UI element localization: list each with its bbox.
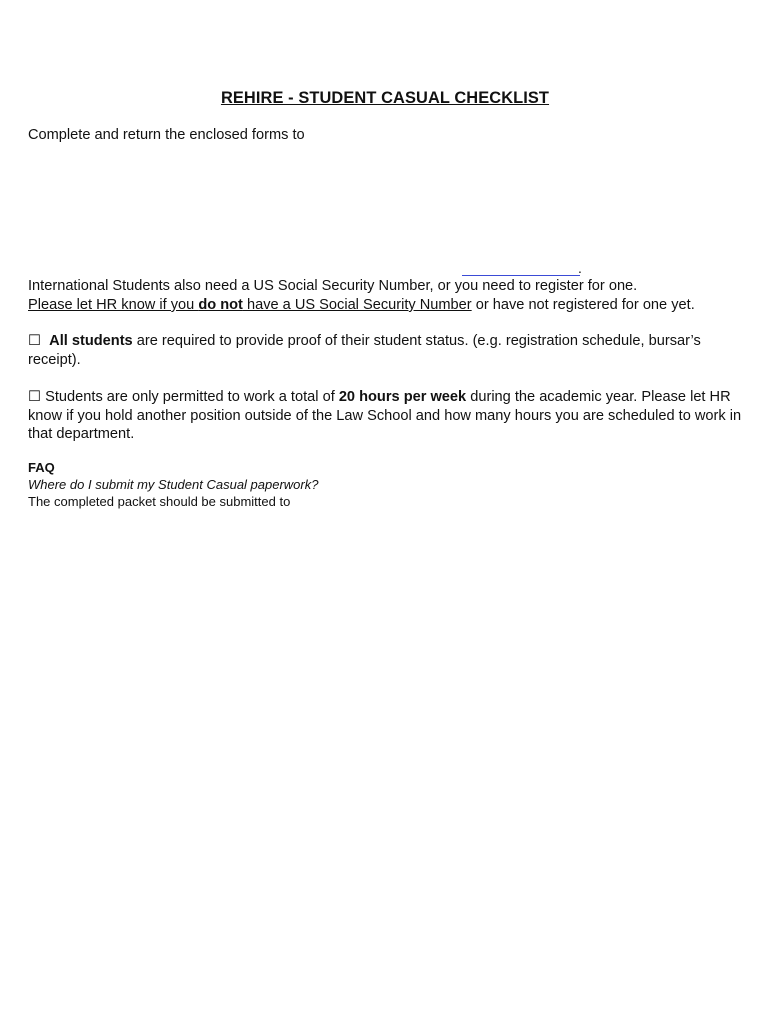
item-hours-pre: Students are only permitted to work a total of (41, 389, 339, 405)
international-students-line: International Students also need a US Social Security Number, or you need to register for one. (28, 278, 638, 294)
ssn-notice-underlined-1: Please let HR know if you (28, 297, 199, 313)
checklist-item-proof (28, 332, 744, 369)
page-title: REHIRE - STUDENT CASUAL CHECKLIST (220, 89, 550, 107)
ssn-notice-rest: or have not registered for one yet. (471, 297, 695, 313)
faq-question: Where do I submit my Student Casual paperwork? (28, 477, 319, 492)
checkbox-icon[interactable]: ☐ (28, 389, 42, 405)
checkbox-icon[interactable]: ☐ (28, 333, 42, 349)
ssn-notice-underlined-2: have a US Social Security Number (242, 297, 472, 313)
ssn-notice-line (28, 296, 695, 315)
blank-link-period: . (578, 260, 582, 276)
intro-text: Complete and return the enclosed forms to (28, 127, 305, 143)
item-hours-text: during the academic year. Please let HR know if you hold another position outside of the Law School and how many hours you are scheduled to work in that department. (28, 389, 742, 442)
item-proof-text: are required to provide proof of their student status. (e.g. registration schedule, bursar’s receipt). (28, 333, 701, 368)
faq-heading: FAQ (28, 460, 55, 475)
item-proof-bold: All students (49, 333, 133, 349)
faq-answer: The completed packet should be submitted to (28, 494, 291, 509)
ssn-notice-bold: do not (198, 297, 243, 313)
item-hours-bold: 20 hours per week (338, 389, 467, 405)
blank-link-field[interactable] (462, 261, 580, 276)
checklist-item-hours (28, 388, 744, 444)
